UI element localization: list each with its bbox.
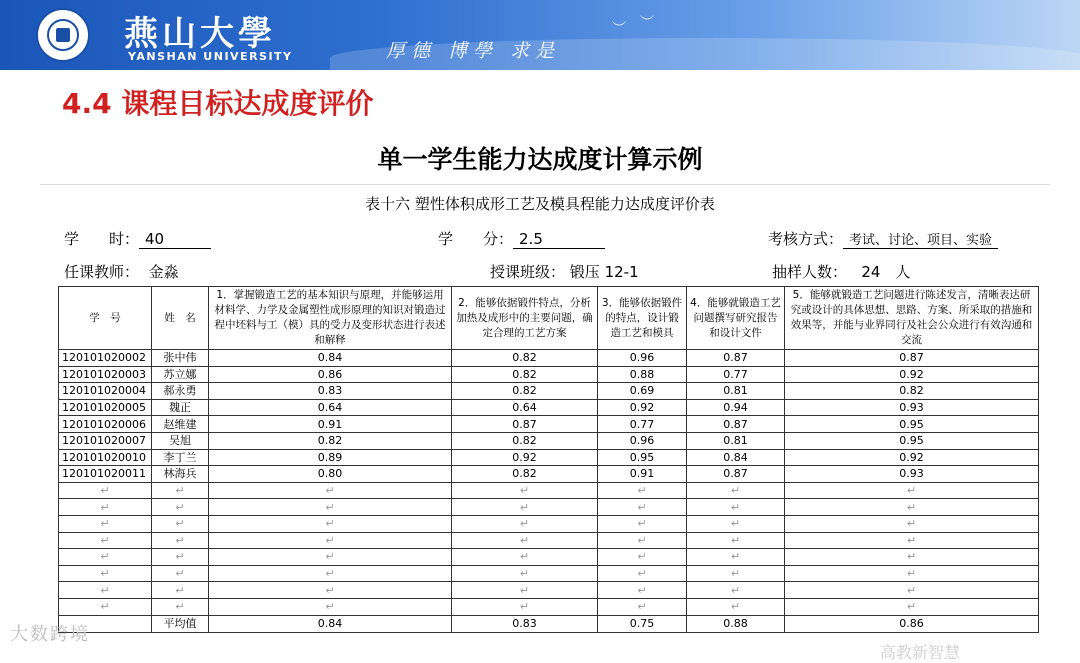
- return-mark-icon: ↵: [175, 567, 185, 581]
- return-mark-icon: ↵: [100, 567, 110, 581]
- cell-name: 赵维建: [152, 416, 209, 433]
- table-row: [59, 366, 1039, 383]
- empty-cell: [687, 565, 785, 582]
- table-caption: 表十六 塑性体积成形工艺及模具程能力达成度评价表: [365, 195, 715, 213]
- cell-id: 120101020010: [59, 449, 152, 466]
- return-mark-icon: ↵: [637, 500, 647, 514]
- return-mark-icon: ↵: [519, 484, 530, 498]
- section-title: 4.4 课程目标达成度评价: [62, 87, 374, 120]
- empty-cell: [152, 598, 209, 615]
- return-mark-icon: ↵: [325, 533, 335, 547]
- empty-row: [59, 598, 1039, 615]
- empty-cell: [598, 482, 687, 499]
- empty-row: [59, 549, 1039, 566]
- empty-cell: [687, 598, 785, 615]
- empty-cell: [598, 598, 687, 615]
- cell-g3: 0.95: [598, 449, 687, 466]
- cell-g5: 0.93: [785, 466, 1039, 483]
- empty-cell: [209, 565, 452, 582]
- class-label: 授课班级：: [490, 263, 566, 281]
- cell-id: 120101020006: [59, 416, 152, 433]
- empty-cell: [785, 549, 1039, 566]
- return-mark-icon: ↵: [325, 550, 335, 564]
- empty-cell: [209, 482, 452, 499]
- university-logo: [36, 8, 90, 62]
- return-mark-icon: ↵: [100, 583, 110, 597]
- header-name: 姓 名: [152, 287, 209, 350]
- return-mark-icon: ↵: [730, 484, 741, 498]
- logo-core: [56, 28, 70, 42]
- empty-row: [59, 499, 1039, 516]
- return-mark-icon: ↵: [906, 484, 917, 498]
- empty-cell: [59, 582, 152, 599]
- cell-g4: 0.81: [687, 432, 785, 449]
- return-mark-icon: ↵: [730, 567, 741, 581]
- return-mark-icon: ↵: [906, 583, 917, 597]
- cell-g4: 0.87: [687, 466, 785, 483]
- logo-ring: [47, 19, 79, 51]
- empty-cell: [209, 549, 452, 566]
- empty-cell: [209, 532, 452, 549]
- watermark-right: 高教新智慧: [880, 643, 961, 662]
- empty-row: [59, 565, 1039, 582]
- empty-cell: [452, 565, 598, 582]
- return-mark-icon: ↵: [175, 550, 185, 564]
- return-mark-icon: ↵: [906, 550, 917, 564]
- cell-g5: 0.95: [785, 416, 1039, 433]
- teacher-value: 金淼: [148, 263, 179, 281]
- return-mark-icon: ↵: [730, 600, 741, 614]
- credit-field: [438, 228, 605, 249]
- cell-id: 120101020003: [59, 366, 152, 383]
- return-mark-icon: ↵: [100, 550, 110, 564]
- cell-g2: 0.82: [452, 350, 598, 367]
- average-label: 平均值: [152, 615, 209, 632]
- return-mark-icon: ↵: [519, 567, 530, 581]
- cell-g1: 0.89: [209, 449, 452, 466]
- cell-g3: 0.96: [598, 432, 687, 449]
- return-mark-icon: ↵: [906, 517, 917, 531]
- cell-g5: 0.95: [785, 432, 1039, 449]
- empty-cell: [598, 532, 687, 549]
- bird-icon: ︶: [640, 15, 654, 31]
- average-row: [59, 615, 1039, 632]
- cell-g1: 0.91: [209, 416, 452, 433]
- empty-cell: [598, 549, 687, 566]
- cell-name: 李丁兰: [152, 449, 209, 466]
- cell-name: 魏正: [152, 399, 209, 416]
- assessment-field: [768, 228, 998, 249]
- return-mark-icon: ↵: [519, 583, 530, 597]
- empty-cell: [598, 565, 687, 582]
- table-row: [59, 432, 1039, 449]
- return-mark-icon: ↵: [325, 517, 335, 531]
- return-mark-icon: ↵: [325, 600, 335, 614]
- empty-cell: [59, 515, 152, 532]
- cell-g2: 0.92: [452, 449, 598, 466]
- return-mark-icon: ↵: [906, 600, 917, 614]
- cell-g3: 0.69: [598, 383, 687, 400]
- empty-cell: [785, 532, 1039, 549]
- return-mark-icon: ↵: [906, 500, 917, 514]
- table-row: [59, 449, 1039, 466]
- empty-cell: [687, 515, 785, 532]
- empty-cell: [785, 598, 1039, 615]
- return-mark-icon: ↵: [906, 567, 917, 581]
- empty-row: [59, 482, 1039, 499]
- empty-cell: [452, 499, 598, 516]
- empty-cell: [687, 482, 785, 499]
- cell-g1: 0.64: [209, 399, 452, 416]
- university-motto: 厚德 博學 求是: [386, 40, 561, 62]
- empty-cell: [59, 598, 152, 615]
- return-mark-icon: ↵: [637, 533, 647, 547]
- return-mark-icon: ↵: [325, 567, 335, 581]
- return-mark-icon: ↵: [100, 600, 110, 614]
- cell-g1: 0.86: [209, 366, 452, 383]
- cell-g1: 0.83: [209, 383, 452, 400]
- empty-cell: [152, 532, 209, 549]
- empty-cell: [785, 482, 1039, 499]
- header-goal-2: 2．能够依据锻件特点，分析加热及成形中的主要问题，确定合理的工艺方案: [452, 287, 598, 350]
- watermark-left: 大数跨境: [10, 624, 90, 645]
- assessment-value: 考试、讨论、项目、实验: [843, 229, 998, 249]
- empty-row: [59, 532, 1039, 549]
- cell-name: 吴旭: [152, 432, 209, 449]
- hours-field: [64, 228, 211, 249]
- university-name-cn: 燕山大學: [124, 14, 276, 54]
- empty-cell: [452, 532, 598, 549]
- return-mark-icon: ↵: [175, 600, 185, 614]
- cell-g4: 0.87: [687, 416, 785, 433]
- average-g4: 0.88: [687, 615, 785, 632]
- credit-value: 2.5: [513, 230, 605, 249]
- cell-id: 120101020005: [59, 399, 152, 416]
- return-mark-icon: ↵: [325, 583, 335, 597]
- empty-cell: [59, 482, 152, 499]
- class-value: 锻压 12-1: [569, 263, 639, 281]
- header-banner: [0, 0, 1080, 70]
- empty-cell: [152, 499, 209, 516]
- return-mark-icon: ↵: [730, 517, 741, 531]
- empty-cell: [687, 532, 785, 549]
- return-mark-icon: ↵: [100, 500, 110, 514]
- empty-cell: [152, 482, 209, 499]
- return-mark-icon: ↵: [519, 600, 530, 614]
- cell-g2: 0.82: [452, 432, 598, 449]
- table-row: [59, 383, 1039, 400]
- assessment-label: 考核方式：: [768, 230, 844, 248]
- cell-g2: 0.82: [452, 383, 598, 400]
- cell-g4: 0.94: [687, 399, 785, 416]
- cell-g3: 0.91: [598, 466, 687, 483]
- table-row: [59, 466, 1039, 483]
- cell-g4: 0.84: [687, 449, 785, 466]
- return-mark-icon: ↵: [730, 500, 741, 514]
- empty-cell: [452, 515, 598, 532]
- return-mark-icon: ↵: [175, 583, 185, 597]
- empty-cell: [59, 499, 152, 516]
- cell-id: 120101020002: [59, 350, 152, 367]
- cell-g4: 0.87: [687, 350, 785, 367]
- cell-g5: 0.92: [785, 366, 1039, 383]
- cell-name: 苏立娜: [152, 366, 209, 383]
- return-mark-icon: ↵: [637, 583, 647, 597]
- empty-cell: [152, 549, 209, 566]
- cell-name: 郝永勇: [152, 383, 209, 400]
- hours-value: 40: [139, 230, 211, 249]
- university-name-en: YANSHAN UNIVERSITY: [128, 50, 293, 63]
- sample-value: 24 人: [861, 263, 911, 281]
- return-mark-icon: ↵: [637, 484, 647, 498]
- return-mark-icon: ↵: [637, 600, 647, 614]
- empty-cell: [785, 499, 1039, 516]
- return-mark-icon: ↵: [100, 484, 110, 498]
- empty-cell: [687, 582, 785, 599]
- empty-cell: [209, 499, 452, 516]
- cell-name: 张中伟: [152, 350, 209, 367]
- sample-label: 抽样人数：: [772, 263, 848, 281]
- cell-g4: 0.81: [687, 383, 785, 400]
- empty-cell: [687, 499, 785, 516]
- header-goal-4: 4．能够就锻造工艺问题撰写研究报告和设计文件: [687, 287, 785, 350]
- return-mark-icon: ↵: [730, 550, 741, 564]
- return-mark-icon: ↵: [637, 567, 647, 581]
- return-mark-icon: ↵: [519, 533, 530, 547]
- cell-g1: 0.80: [209, 466, 452, 483]
- return-mark-icon: ↵: [906, 533, 917, 547]
- cell-g2: 0.87: [452, 416, 598, 433]
- return-mark-icon: ↵: [730, 583, 741, 597]
- return-mark-icon: ↵: [175, 517, 185, 531]
- cell-g5: 0.92: [785, 449, 1039, 466]
- return-mark-icon: ↵: [325, 484, 335, 498]
- average-g3: 0.75: [598, 615, 687, 632]
- cell-g2: 0.82: [452, 366, 598, 383]
- header-student-id: 学 号: [59, 287, 152, 350]
- empty-cell: [785, 565, 1039, 582]
- empty-cell: [152, 515, 209, 532]
- cell-g3: 0.96: [598, 350, 687, 367]
- return-mark-icon: ↵: [175, 500, 185, 514]
- empty-cell: [598, 515, 687, 532]
- average-g1: 0.84: [209, 615, 452, 632]
- return-mark-icon: ↵: [100, 517, 110, 531]
- return-mark-icon: ↵: [637, 550, 647, 564]
- average-g2: 0.83: [452, 615, 598, 632]
- sample-field: [772, 261, 910, 282]
- bird-icon: ︶: [612, 21, 626, 37]
- header-goal-5: 5．能够就锻造工艺问题进行陈述发言，清晰表达研究或设计的具体思想、思路、方案、所采取的措施和效果等，并能与业界同行及社会公众进行有效沟通和交流: [785, 287, 1039, 350]
- empty-cell: [452, 598, 598, 615]
- return-mark-icon: ↵: [175, 533, 185, 547]
- main-title: 单一学生能力达成度计算示例: [377, 145, 703, 174]
- teacher-label: 任课教师：: [64, 263, 140, 281]
- cell-g1: 0.82: [209, 432, 452, 449]
- evaluation-table: [58, 286, 1039, 633]
- empty-cell: [152, 565, 209, 582]
- empty-cell: [452, 549, 598, 566]
- return-mark-icon: ↵: [519, 517, 530, 531]
- cell-g3: 0.92: [598, 399, 687, 416]
- cell-g5: 0.93: [785, 399, 1039, 416]
- cell-g5: 0.87: [785, 350, 1039, 367]
- empty-cell: [209, 598, 452, 615]
- class-field: [490, 261, 639, 282]
- table-header-row: [59, 287, 1039, 350]
- hours-label: 学 时：: [64, 230, 140, 248]
- return-mark-icon: ↵: [175, 484, 185, 498]
- table-row: [59, 399, 1039, 416]
- table-row: [59, 416, 1039, 433]
- empty-cell: [598, 582, 687, 599]
- divider: [40, 184, 1050, 185]
- table-row: [59, 350, 1039, 367]
- empty-cell: [59, 565, 152, 582]
- cell-name: 林海兵: [152, 466, 209, 483]
- return-mark-icon: ↵: [325, 500, 335, 514]
- empty-cell: [452, 482, 598, 499]
- empty-cell: [209, 582, 452, 599]
- empty-cell: [452, 582, 598, 599]
- credit-label: 学 分：: [438, 230, 514, 248]
- cell-g1: 0.84: [209, 350, 452, 367]
- empty-cell: [59, 532, 152, 549]
- cell-id: 120101020007: [59, 432, 152, 449]
- return-mark-icon: ↵: [637, 517, 647, 531]
- empty-cell: [687, 549, 785, 566]
- empty-row: [59, 582, 1039, 599]
- empty-cell: [785, 582, 1039, 599]
- header-goal-1: 1．掌握锻造工艺的基本知识与原理，并能够运用材料学、力学及金属塑性成形原理的知识对锻造过程中坯料与工（模）具的受力及变形状态进行表述和解释: [209, 287, 452, 350]
- return-mark-icon: ↵: [519, 550, 530, 564]
- empty-cell: [209, 515, 452, 532]
- empty-cell: [59, 549, 152, 566]
- cell-g2: 0.64: [452, 399, 598, 416]
- cell-id: 120101020004: [59, 383, 152, 400]
- return-mark-icon: ↵: [519, 500, 530, 514]
- cell-g4: 0.77: [687, 366, 785, 383]
- return-mark-icon: ↵: [100, 533, 110, 547]
- empty-cell: [785, 515, 1039, 532]
- cell-g5: 0.82: [785, 383, 1039, 400]
- cell-g3: 0.77: [598, 416, 687, 433]
- header-goal-3: 3．能够依据锻件的特点，设计锻造工艺和模具: [598, 287, 687, 350]
- empty-cell: [152, 582, 209, 599]
- empty-cell: [598, 499, 687, 516]
- cell-id: 120101020011: [59, 466, 152, 483]
- return-mark-icon: ↵: [730, 533, 741, 547]
- empty-row: [59, 515, 1039, 532]
- cell-g2: 0.82: [452, 466, 598, 483]
- teacher-field: [64, 261, 179, 282]
- cell-g3: 0.88: [598, 366, 687, 383]
- average-g5: 0.86: [785, 615, 1039, 632]
